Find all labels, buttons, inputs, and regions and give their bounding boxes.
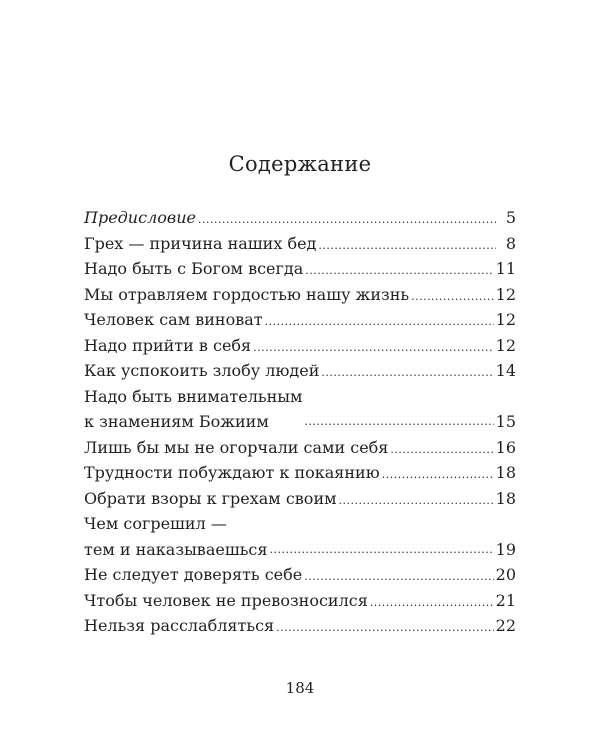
toc-entry — [84, 358, 516, 384]
toc-entry-page: 16 — [495, 437, 516, 457]
toc-entry-page: 21 — [495, 590, 516, 610]
dot-leader — [304, 409, 493, 435]
toc-entry-title: Надо быть с Богом всегда — [84, 259, 304, 278]
toc-entry — [84, 282, 516, 308]
toc-entry-page: 18 — [495, 488, 516, 508]
dot-leader — [321, 360, 493, 386]
toc-entry — [84, 384, 516, 435]
toc-entry-page: 15 — [495, 412, 516, 431]
toc-entry — [84, 256, 516, 282]
toc-entry — [84, 205, 516, 231]
toc-entry — [84, 511, 516, 562]
toc-entry — [84, 231, 516, 257]
toc-entry — [84, 460, 516, 486]
toc-entry-title: Человек сам виноват — [84, 310, 263, 329]
toc-entry — [84, 562, 516, 588]
toc-entry — [84, 307, 516, 333]
toc-entry-title: Трудности побуждают к покаянию — [84, 463, 380, 482]
toc-entry-page: 11 — [495, 259, 516, 278]
dot-leader — [339, 488, 494, 514]
toc-entry-title: Лишь бы мы не огорчали сами себя — [84, 437, 389, 457]
toc-entry-page: 12 — [495, 284, 516, 304]
toc-entry-title: Мы отравляем гордостью нашу жизнь — [84, 284, 410, 304]
dot-leader — [253, 335, 493, 361]
toc-entry-title: Грех — причина наших бед — [84, 233, 317, 253]
toc-entry — [84, 435, 516, 461]
toc-entry — [84, 333, 516, 359]
toc-entry — [84, 613, 516, 639]
toc-entry — [84, 588, 516, 614]
toc-entry-page: 18 — [495, 463, 516, 482]
dot-leader — [370, 590, 494, 616]
toc-entry-title: Нельзя расслабляться — [84, 616, 275, 635]
toc-entry-page: 5 — [505, 208, 516, 227]
dot-leader — [304, 564, 493, 590]
dot-leader — [269, 537, 493, 563]
toc-entry-title: Чем согрешил — тем и наказываешься — [84, 514, 268, 559]
toc-entry-page: 12 — [495, 335, 516, 355]
toc-entry-title: Обрати взоры к грехам своим — [84, 488, 337, 508]
table-of-contents — [84, 205, 516, 639]
dot-leader — [198, 207, 496, 233]
dot-leader — [305, 258, 493, 284]
page-title: Содержание — [228, 152, 372, 176]
toc-entry-page: 22 — [495, 616, 516, 635]
toc-entry-page: 20 — [495, 565, 516, 584]
dot-leader — [265, 309, 494, 335]
toc-entry-page: 12 — [495, 310, 516, 329]
toc-entry-page: 19 — [495, 539, 516, 559]
toc-entry — [84, 486, 516, 512]
dot-leader — [318, 233, 496, 259]
toc-entry-page: 14 — [495, 361, 516, 380]
toc-entry-title: Не следует доверять себе — [84, 565, 303, 584]
page-number: 184 — [285, 679, 315, 697]
dot-leader — [390, 437, 493, 463]
toc-entry-title: Как успокоить злобу людей — [84, 361, 320, 380]
toc-entry-title: Чтобы человек не превозносился — [84, 590, 368, 610]
toc-entry-page: 8 — [505, 233, 516, 253]
dot-leader — [411, 284, 494, 310]
toc-entry-title: Надо быть внимательным к знамениям Божиим — [84, 386, 303, 431]
toc-entry-title: Надо прийти в себя — [84, 335, 252, 355]
dot-leader — [382, 462, 494, 488]
toc-entry-title: Предисловие — [84, 208, 196, 227]
dot-leader — [276, 615, 494, 641]
